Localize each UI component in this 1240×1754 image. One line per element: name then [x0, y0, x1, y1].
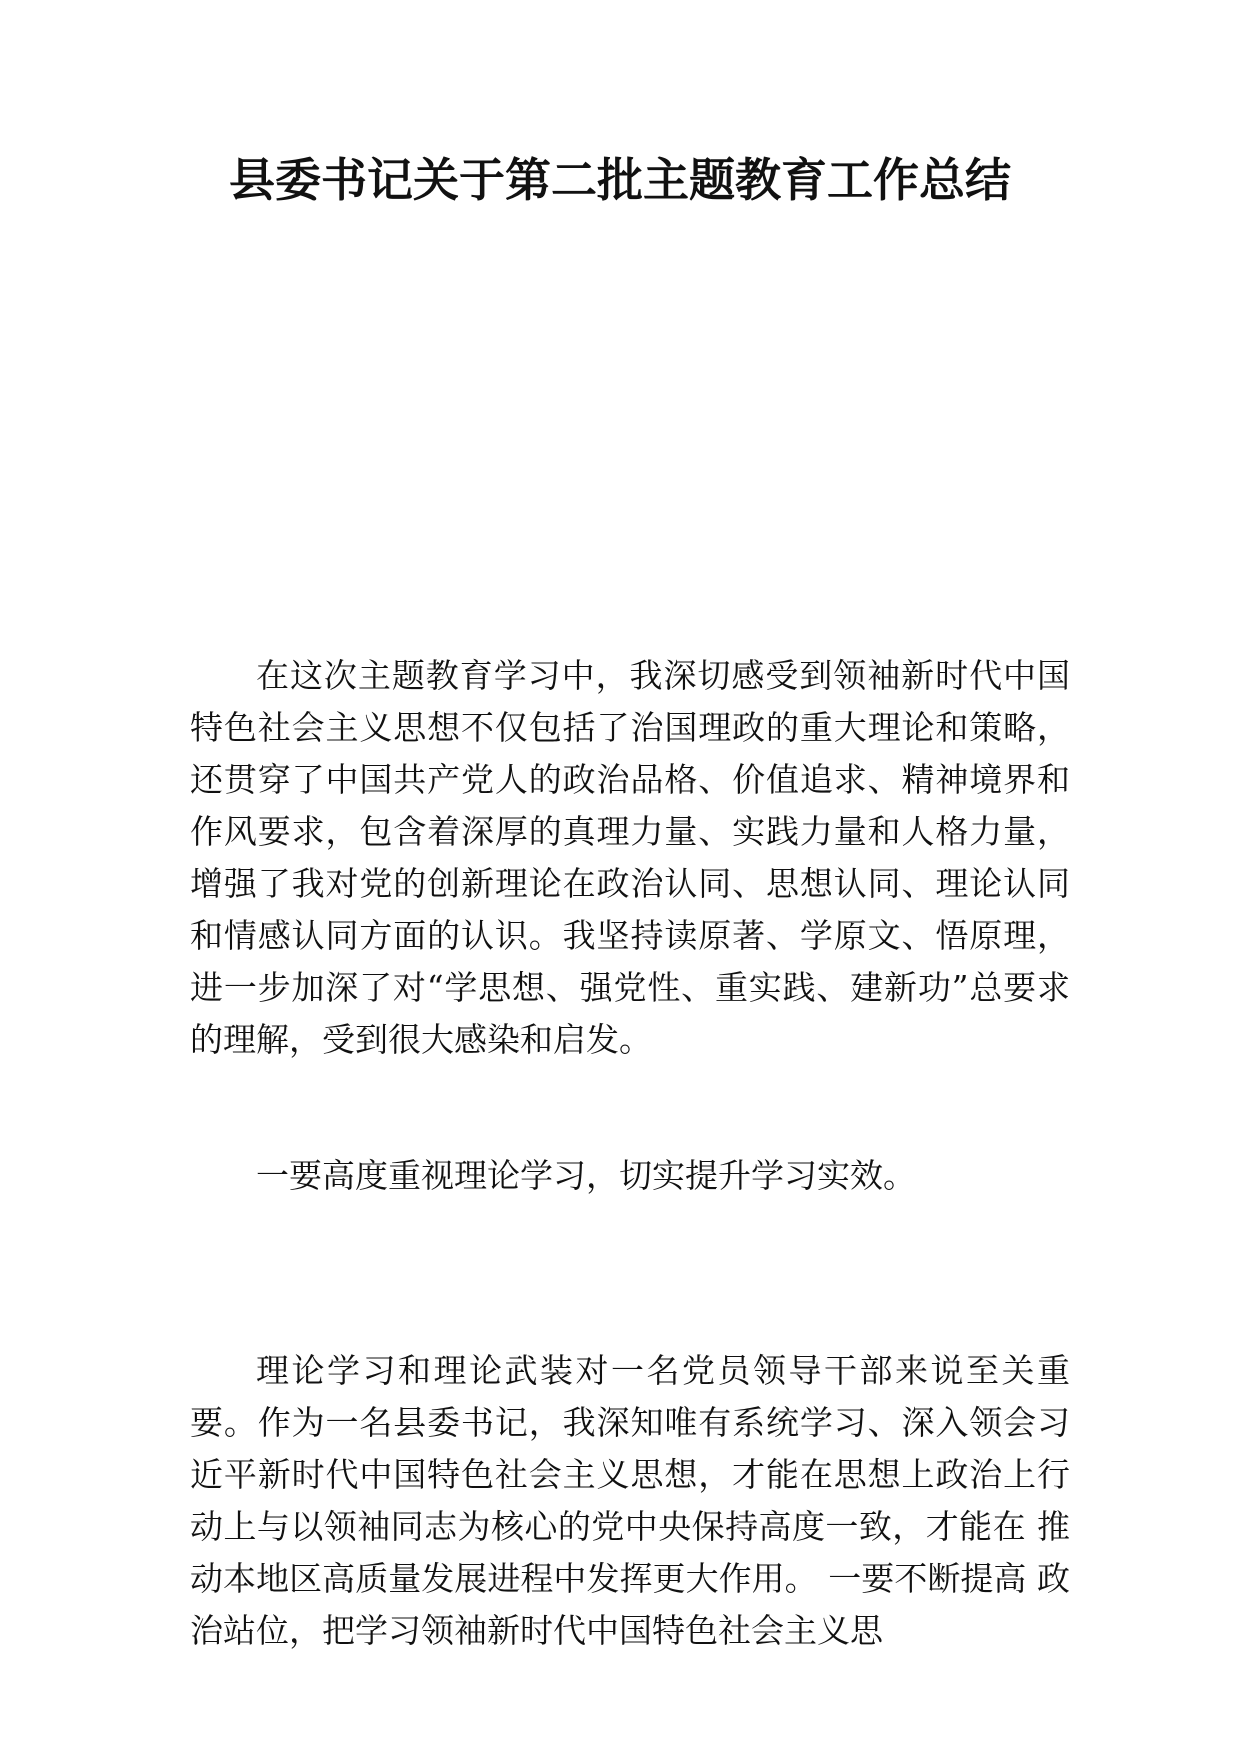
paragraph-intro: 在这次主题教育学习中，我深切感受到领袖新时代中国特色社会主义思想不仅包括了治国理政的重大理论和策略，还贯穿了中国共产党人的政治品格、价值追求、精神境界和作风要求，包含着深厚的真理力量、实践力量和人格力量，增强了我对党的创新理论在政治认同、思想认同、理论认同和情感认同方面的认识。我坚持读原著、学原文、悟原理，进一步加深了对“学思想、强党性、重实践、建新功”总要求的理解，受到很大感染和启发。: [190, 656, 1070, 1059]
page-title: 县委书记关于第二批主题教育工作总结: [229, 153, 1011, 207]
paragraph-theory-study: 理论学习和理论武装对一名党员领导干部来说至关重要。作为一名县委书记，我深知唯有系统学习、深入领会习 近平新时代中国特色社会主义思想，才能在思想上政治上行 动上与以领袖同志为核心的党中央保持高度一致，才能在 推动本地区高质量发展进程中发挥更大作用。 一要不断提高 政治站位，把学习领袖新时代中国特色社会主义思: [190, 1351, 1070, 1650]
paragraph-heading-one: 一要高度重视理论学习，切实提升学习实效。: [256, 1156, 916, 1195]
